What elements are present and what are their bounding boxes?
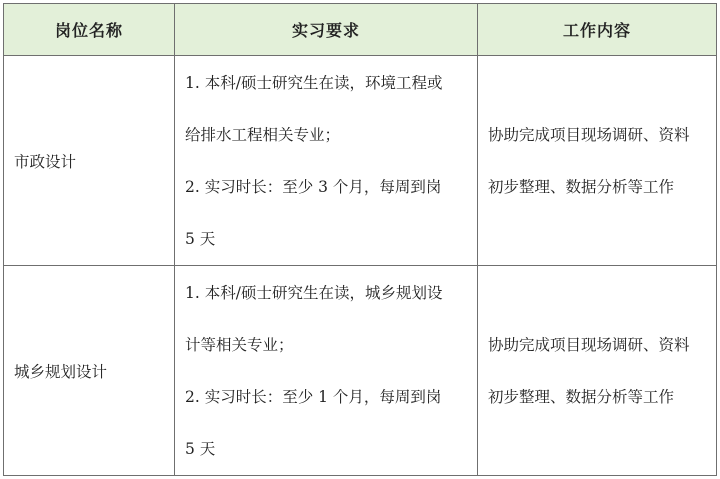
position-name: 城乡规划设计 bbox=[4, 266, 175, 476]
header-row bbox=[4, 4, 717, 56]
requirement-line: 5 天 bbox=[185, 439, 216, 458]
requirements-cell bbox=[175, 266, 478, 476]
table-row bbox=[4, 266, 717, 476]
table-row bbox=[4, 56, 717, 266]
requirement-line: 5 天 bbox=[185, 229, 216, 248]
position-name: 市政设计 bbox=[4, 56, 175, 266]
content-line: 初步整理、数据分析等工作 bbox=[488, 177, 675, 196]
requirement-line: 2. 实习时长：至少 1 个月，每周到岗 bbox=[185, 387, 442, 406]
work-content-cell bbox=[478, 266, 717, 476]
requirement-line: 1. 本科/硕士研究生在读，城乡规划设 bbox=[185, 283, 443, 302]
internship-table bbox=[3, 3, 717, 476]
header-requirements: 实习要求 bbox=[175, 4, 478, 56]
requirement-line: 1. 本科/硕士研究生在读，环境工程或 bbox=[185, 73, 443, 92]
requirement-line: 给排水工程相关专业； bbox=[185, 125, 341, 144]
header-work-content: 工作内容 bbox=[478, 4, 717, 56]
requirement-line: 2. 实习时长：至少 3 个月，每周到岗 bbox=[185, 177, 442, 196]
work-content-cell bbox=[478, 56, 717, 266]
header-position-name: 岗位名称 bbox=[4, 4, 175, 56]
content-line: 协助完成项目现场调研、资料 bbox=[488, 125, 690, 144]
content-line: 协助完成项目现场调研、资料 bbox=[488, 335, 690, 354]
content-line: 初步整理、数据分析等工作 bbox=[488, 387, 675, 406]
requirements-cell bbox=[175, 56, 478, 266]
requirement-line: 计等相关专业； bbox=[185, 335, 294, 354]
